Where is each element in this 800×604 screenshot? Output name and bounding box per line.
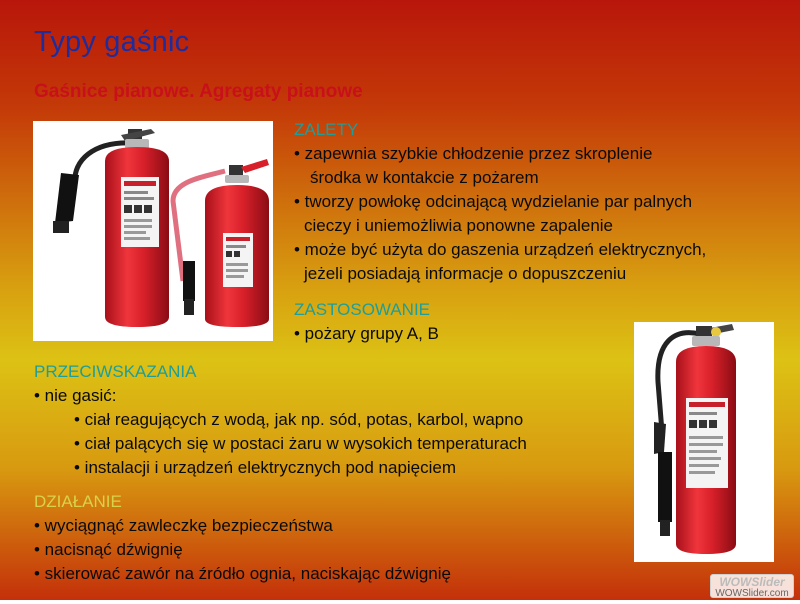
advantage-line: środka w kontakcie z pożarem — [310, 168, 539, 187]
operation-item: • wyciągnąć zawleczkę bezpieczeństwa — [34, 516, 333, 535]
foam-extinguisher-photo — [634, 322, 774, 562]
foam-extinguishers-image — [33, 121, 273, 341]
application-line: • pożary grupy A, B — [294, 324, 439, 343]
contraindication-item: • instalacji i urządzeń elektrycznych pod napięciem — [74, 458, 457, 477]
advantage-line: • tworzy powłokę odcinającą wydzielanie par palnych — [294, 192, 693, 211]
slide-subtitle: Gaśnice pianowe. Agregaty pianowe — [34, 81, 363, 102]
operation-header: DZIAŁANIE — [34, 492, 122, 511]
operation-item: • nacisnąć dźwignię — [34, 540, 183, 559]
foam-extinguisher-image — [634, 322, 774, 562]
advantage-line: jeżeli posiadają informacje o dopuszczeniu — [304, 264, 627, 283]
contraindication-item: • ciał reagujących z wodą, jak np. sód, potas, karbol, wapno — [74, 410, 524, 429]
wowslider-watermark[interactable] — [710, 574, 794, 598]
contraindications-intro: • nie gasić: — [34, 386, 117, 405]
advantages-header: ZALETY — [294, 120, 359, 139]
slide-title: Typy gaśnic — [34, 26, 190, 58]
contraindications-section — [34, 360, 527, 480]
operation-section — [34, 490, 451, 586]
watermark-url: WOWSlider.com — [715, 588, 789, 599]
watermark-logo: WOWSlider — [719, 575, 785, 589]
application-section — [294, 298, 439, 346]
operation-item: • skierować zawór na źródło ognia, naciskając dźwignię — [34, 564, 451, 583]
application-header: ZASTOSOWANIE — [294, 300, 431, 319]
advantage-line: • może być użyta do gaszenia urządzeń elektrycznych, — [294, 240, 707, 259]
advantage-line: • zapewnia szybkie chłodzenie przez skroplenie — [294, 144, 653, 163]
advantages-section — [294, 118, 706, 286]
contraindication-item: • ciał palących się w postaci żaru w wysokich temperaturach — [74, 434, 527, 453]
foam-extinguishers-photo — [33, 121, 273, 341]
contraindications-header: PRZECIWSKAZANIA — [34, 362, 197, 381]
advantage-line: cieczy i uniemożliwia ponowne zapalenie — [304, 216, 614, 235]
